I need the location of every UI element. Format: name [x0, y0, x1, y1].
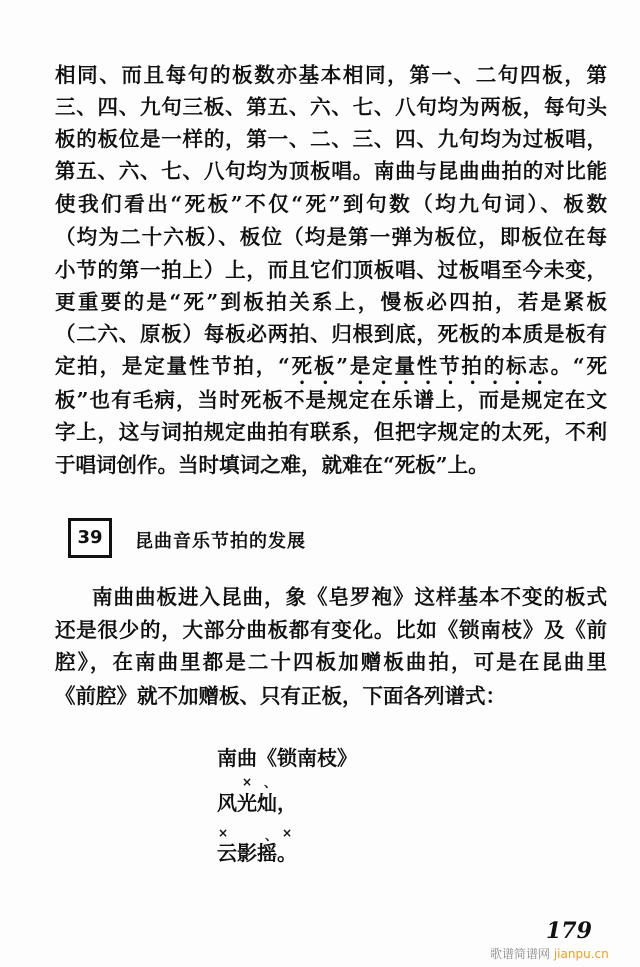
board-mark: × [242, 775, 253, 789]
body-line: 相同、而且每句的板数亦基本相同，第一、二句四板，第 [55, 63, 607, 87]
body-line: 使我们看出“死板”不仅“死”到句数（均九句词）、板数 [55, 192, 607, 216]
section-title: 昆曲音乐节拍的发展 [135, 531, 306, 552]
body-line: 《前腔》就不加赠板、只有正板，下面各列谱式： [55, 684, 506, 708]
body-line: 更重要的是“死”到板拍关系上，慢板必四拍，若是紧板 [55, 290, 607, 314]
watermark-cn: 歌谱简谱网 [490, 947, 551, 961]
body-line: 于唱词创作。当时填词之难，就难在“死板”上。 [55, 453, 489, 477]
body-line-emphasis [55, 353, 607, 389]
score-lyric-line: 云影摇。 [217, 841, 297, 865]
body-line: 字上，这与词拍规定曲拍有联系，但把字规定的太死，不利 [55, 420, 607, 444]
eye-mark: 、 [265, 829, 278, 843]
text: ” [336, 354, 349, 378]
emphasized-text: 是定量性节拍的标志 [348, 354, 551, 378]
body-line: 还是很少的，大部分曲板都有变化。比如《锁南枝》及《前 [55, 618, 607, 642]
body-line: 板的板位是一样的，第一、二、三、四、九句均为过板唱， [55, 127, 607, 151]
score-title: 南曲《锁南枝》 [217, 746, 357, 770]
body-line: 小节的第一拍上）上，而且它们顶板唱、过板唱至今未变， [55, 258, 607, 282]
body-line: （二六、原板）每板必两拍、归根到底，死板的本质是板有 [55, 322, 607, 346]
watermark [490, 945, 609, 962]
page-number: 179 [546, 918, 592, 944]
score-lyric-line: 风光灿， [217, 791, 297, 815]
text: 定拍，是定量性节拍，“ [55, 354, 290, 378]
body-line: 三、四、九句三板、第五、六、七、八句均为两板，每句头 [55, 95, 607, 119]
body-line: 腔》，在南曲里都是二十四板加赠板曲拍，可是在昆曲里 [55, 650, 607, 674]
board-mark: × [282, 826, 293, 840]
text: 。“死 [550, 354, 608, 378]
emphasized-text: 死板 [289, 354, 337, 378]
board-mark: × [218, 826, 229, 840]
body-line: 南曲曲板进入昆曲，象《皂罗袍》这样基本不变的板式 [92, 585, 607, 609]
body-line: （均为二十六板）、板位（均是第一弹为板位，即板位在每 [55, 225, 607, 249]
body-line: 第五、六、七、八句均为顶板唱。南曲与昆曲曲拍的对比能 [55, 159, 607, 183]
watermark-en: jianpu.cn [553, 947, 609, 961]
section-number: 39 [68, 518, 112, 558]
body-line: 板”也有毛病，当时死板不是规定在乐谱上，而是规定在文 [55, 388, 607, 412]
eye-mark: 、 [264, 776, 277, 790]
